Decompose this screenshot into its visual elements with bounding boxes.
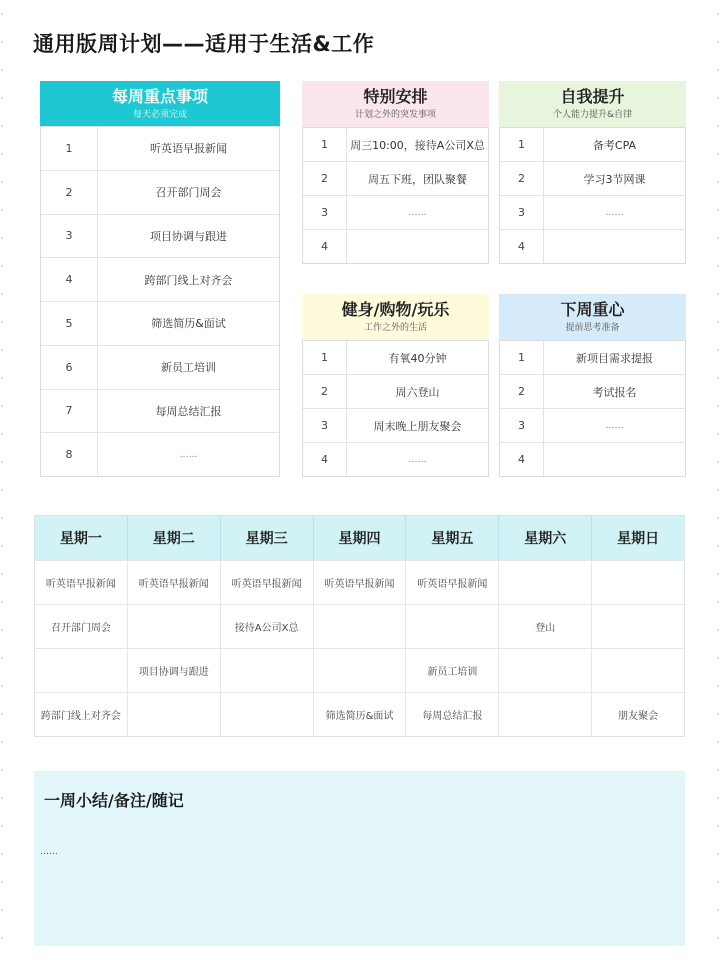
item-text[interactable]: …… xyxy=(605,207,624,218)
schedule-cell[interactable]: 朋友聚会 xyxy=(618,711,659,722)
schedule-cell[interactable] xyxy=(221,649,314,692)
schedule-cell[interactable]: 筛选简历&面试 xyxy=(314,693,407,736)
schedule-cell[interactable]: 听英语早报新闻 xyxy=(221,561,314,604)
item-text[interactable]: 周五下班，团队聚餐 xyxy=(368,172,467,186)
schedule-cell[interactable] xyxy=(221,693,314,736)
item-text[interactable]: 筛选简历&面试 xyxy=(151,317,226,331)
day-header-sunday: 星期日 xyxy=(617,531,660,547)
item-number: 4 xyxy=(500,230,544,263)
left-edge-dots xyxy=(0,0,4,960)
list-item[interactable] xyxy=(500,340,685,374)
item-text[interactable]: 项目协调与跟进 xyxy=(150,229,227,243)
item-text[interactable]: 召开部门周会 xyxy=(155,186,222,200)
life-header xyxy=(302,294,489,340)
item-number: 8 xyxy=(41,433,98,476)
schedule-cell[interactable]: 听英语早报新闻 xyxy=(35,561,128,604)
list-item[interactable] xyxy=(500,408,685,442)
list-item[interactable] xyxy=(500,195,685,229)
day-header-friday: 星期五 xyxy=(406,516,499,560)
item-number: 4 xyxy=(500,443,544,476)
schedule-cell[interactable]: 每周总结汇报 xyxy=(406,693,499,736)
self-improvement-subtitle: 个人能力提升&自律 xyxy=(552,110,633,120)
life-list xyxy=(302,340,489,477)
list-item[interactable] xyxy=(500,127,685,161)
item-text[interactable]: 新员工培训 xyxy=(161,361,216,375)
item-number: 1 xyxy=(500,341,544,374)
schedule-cell[interactable]: 接待A公司X总 xyxy=(221,605,314,648)
item-text[interactable]: 每周总结汇报 xyxy=(155,404,222,418)
schedule-cell[interactable]: 登山 xyxy=(499,605,592,648)
special-header xyxy=(302,81,489,127)
list-item[interactable] xyxy=(500,229,685,263)
schedule-cell[interactable] xyxy=(314,605,407,648)
item-number: 1 xyxy=(303,341,347,374)
item-number: 2 xyxy=(303,162,347,195)
item-text[interactable]: 考试报名 xyxy=(592,385,637,399)
schedule-cell[interactable]: 跨部门线上对齐会 xyxy=(35,693,128,736)
item-number: 5 xyxy=(41,302,98,345)
weekly-focus-subtitle: 每天必须完成 xyxy=(132,109,187,120)
list-item[interactable] xyxy=(303,161,488,195)
schedule-cell[interactable] xyxy=(592,649,684,692)
next-week-title: 下周重心 xyxy=(560,300,625,319)
item-text[interactable]: 跨部门线上对齐会 xyxy=(144,273,233,287)
item-number: 3 xyxy=(303,196,347,229)
schedule-cell[interactable]: 听英语早报新闻 xyxy=(406,561,499,604)
item-text[interactable]: …… xyxy=(179,449,198,460)
schedule-cell[interactable] xyxy=(592,561,684,604)
day-header-monday: 星期一 xyxy=(35,516,128,560)
special-title: 特别安排 xyxy=(363,87,428,106)
item-text[interactable]: …… xyxy=(408,454,427,465)
schedule-cell[interactable] xyxy=(128,693,221,736)
item-text[interactable]: 备考CPA xyxy=(592,138,637,152)
notes-title: 一周小结/备注/随记 xyxy=(44,791,184,810)
schedule-cell[interactable]: 召开部门周会 xyxy=(35,605,128,648)
list-item[interactable] xyxy=(500,161,685,195)
next-week-card xyxy=(499,294,686,477)
special-arrangements-card xyxy=(302,81,489,264)
list-item[interactable] xyxy=(41,345,279,389)
right-edge-dots xyxy=(716,0,720,960)
item-number: 2 xyxy=(41,171,98,214)
schedule-cell[interactable] xyxy=(128,605,221,648)
self-improvement-card xyxy=(499,81,686,264)
item-number: 2 xyxy=(500,162,544,195)
life-title: 健身/购物/玩乐 xyxy=(341,300,450,319)
item-text[interactable]: 听英语早报新闻 xyxy=(150,142,227,156)
day-header-wednesday: 星期三 xyxy=(221,516,314,560)
life-subtitle: 工作之外的生活 xyxy=(363,323,427,333)
weekly-focus-header xyxy=(40,81,280,126)
item-text[interactable]: 学习3节网课 xyxy=(583,172,646,186)
item-text[interactable]: 有氧40分钟 xyxy=(388,351,447,365)
item-number: 1 xyxy=(500,128,544,161)
list-item[interactable] xyxy=(303,374,488,408)
item-number: 3 xyxy=(500,409,544,442)
list-item[interactable] xyxy=(303,442,488,476)
list-item[interactable] xyxy=(303,408,488,442)
list-item[interactable] xyxy=(41,126,279,170)
day-header-thursday: 星期四 xyxy=(314,516,407,560)
item-number: 6 xyxy=(41,346,98,389)
next-week-header xyxy=(499,294,686,340)
schedule-cell[interactable] xyxy=(499,649,592,692)
schedule-cell[interactable]: 听英语早报新闻 xyxy=(314,561,407,604)
list-item[interactable] xyxy=(41,301,279,345)
list-item[interactable] xyxy=(41,257,279,301)
notes-body[interactable]: …… xyxy=(40,847,58,857)
special-list xyxy=(302,127,489,264)
item-number: 3 xyxy=(500,196,544,229)
item-number: 1 xyxy=(303,128,347,161)
schedule-cell[interactable]: 项目协调与跟进 xyxy=(128,649,221,692)
self-improvement-title: 自我提升 xyxy=(560,87,625,106)
schedule-cell[interactable] xyxy=(592,605,684,648)
item-number: 4 xyxy=(41,258,98,301)
schedule-cell[interactable] xyxy=(499,561,592,604)
schedule-cell[interactable] xyxy=(314,649,407,692)
life-leisure-card xyxy=(302,294,489,477)
weekly-focus-card xyxy=(40,81,280,477)
self-improvement-list xyxy=(499,127,686,264)
item-number: 1 xyxy=(41,127,98,170)
item-number: 3 xyxy=(41,215,98,258)
item-number: 2 xyxy=(303,375,347,408)
item-number: 3 xyxy=(303,409,347,442)
list-item[interactable] xyxy=(500,374,685,408)
table-row xyxy=(35,604,684,648)
item-number: 2 xyxy=(500,375,544,408)
list-item[interactable] xyxy=(41,432,279,476)
item-text[interactable] xyxy=(544,443,685,476)
schedule-cell[interactable]: 新员工培训 xyxy=(406,649,499,692)
schedule-cell[interactable]: 听英语早报新闻 xyxy=(128,561,221,604)
list-item[interactable] xyxy=(303,229,488,263)
item-text[interactable]: …… xyxy=(605,420,624,431)
weekly-notes-panel[interactable] xyxy=(34,771,685,946)
item-number: 4 xyxy=(303,230,347,263)
table-row xyxy=(35,648,684,692)
table-row xyxy=(35,692,684,736)
schedule-cell[interactable] xyxy=(406,605,499,648)
list-item[interactable] xyxy=(41,170,279,214)
self-improvement-header xyxy=(499,81,686,127)
list-item[interactable] xyxy=(303,195,488,229)
item-text[interactable]: 周三10:00，接待A公司X总 xyxy=(350,138,485,152)
weekly-focus-title: 每周重点事项 xyxy=(111,86,208,106)
item-text[interactable]: 周末晚上朋友聚会 xyxy=(373,419,462,433)
item-text[interactable]: 新项目需求提报 xyxy=(576,351,653,365)
list-item[interactable] xyxy=(41,389,279,433)
day-header-saturday: 星期六 xyxy=(499,516,592,560)
next-week-list xyxy=(499,340,686,477)
item-text[interactable] xyxy=(544,230,685,263)
weekly-focus-list xyxy=(40,126,280,477)
weekly-schedule-table xyxy=(34,515,685,737)
table-row xyxy=(35,560,684,604)
item-number: 4 xyxy=(303,443,347,476)
weekly-schedule-header xyxy=(35,516,684,560)
page-title: 通用版周计划——适用于生活&工作 xyxy=(33,32,375,56)
schedule-cell[interactable] xyxy=(499,693,592,736)
item-text[interactable]: …… xyxy=(408,207,427,218)
list-item[interactable] xyxy=(500,442,685,476)
day-header-tuesday: 星期二 xyxy=(128,516,221,560)
schedule-cell[interactable] xyxy=(35,649,128,692)
next-week-subtitle: 提前思考准备 xyxy=(565,323,620,333)
list-item[interactable] xyxy=(41,214,279,258)
item-text[interactable] xyxy=(347,230,488,263)
item-text[interactable]: 周六登山 xyxy=(395,385,440,399)
list-item[interactable] xyxy=(303,340,488,374)
special-subtitle: 计划之外的突发事项 xyxy=(354,110,436,120)
item-number: 7 xyxy=(41,390,98,433)
list-item[interactable] xyxy=(303,127,488,161)
